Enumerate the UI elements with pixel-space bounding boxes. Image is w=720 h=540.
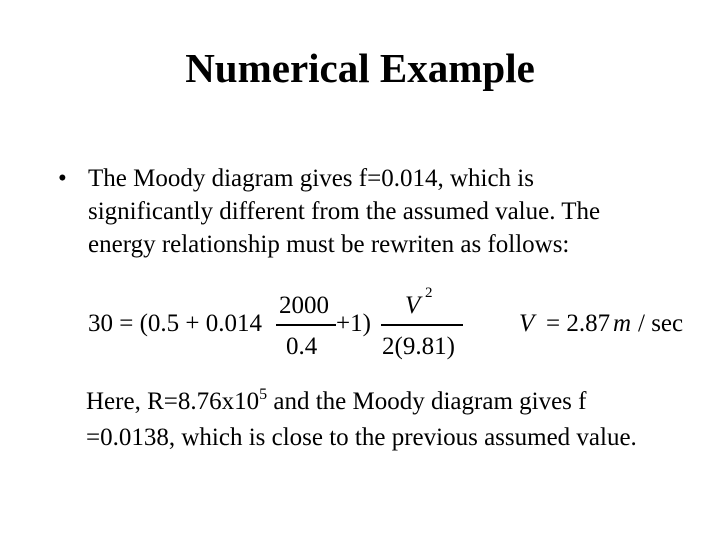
fraction1-denominator: 0.4 (286, 333, 318, 360)
fraction2-numerator-variable: V (405, 292, 421, 319)
paragraph-line-1 (86, 385, 716, 421)
result-unit-sec: / sec (638, 310, 684, 337)
result-value: = 2.87 (546, 310, 611, 337)
equation-plus-one: +1) (336, 310, 371, 337)
fraction2-denominator: 2(9.81) (382, 333, 455, 360)
fraction1-bar (276, 324, 336, 326)
slide-title: Numerical Example (185, 45, 535, 91)
bullet-line-2: significantly different from the assumed value. The (88, 198, 601, 225)
bullet-text (88, 162, 688, 261)
result-paragraph (86, 385, 716, 454)
fraction1-numerator: 2000 (279, 292, 329, 319)
bullet-line-3: energy relationship must be rewriten as follows: (88, 231, 570, 258)
paragraph-line-1-start: Here, R=8.76x10 (86, 388, 260, 415)
bullet-dot-icon: • (58, 165, 67, 192)
result-unit-m: m (613, 310, 632, 337)
fraction2-bar (381, 324, 463, 326)
paragraph-line-1-end: and the Moody diagram gives f (267, 388, 587, 415)
fraction2-numerator-exponent: 2 (425, 285, 433, 301)
result-variable: V (519, 310, 535, 337)
paragraph-line-2: =0.0138, which is close to the previous assumed value. (86, 424, 637, 451)
exponent-superscript: 5 (259, 386, 268, 403)
equation-lhs: 30 = (0.5 + 0.014 (88, 310, 263, 337)
bullet-line-1: The Moody diagram gives f=0.014, which is (88, 165, 534, 192)
